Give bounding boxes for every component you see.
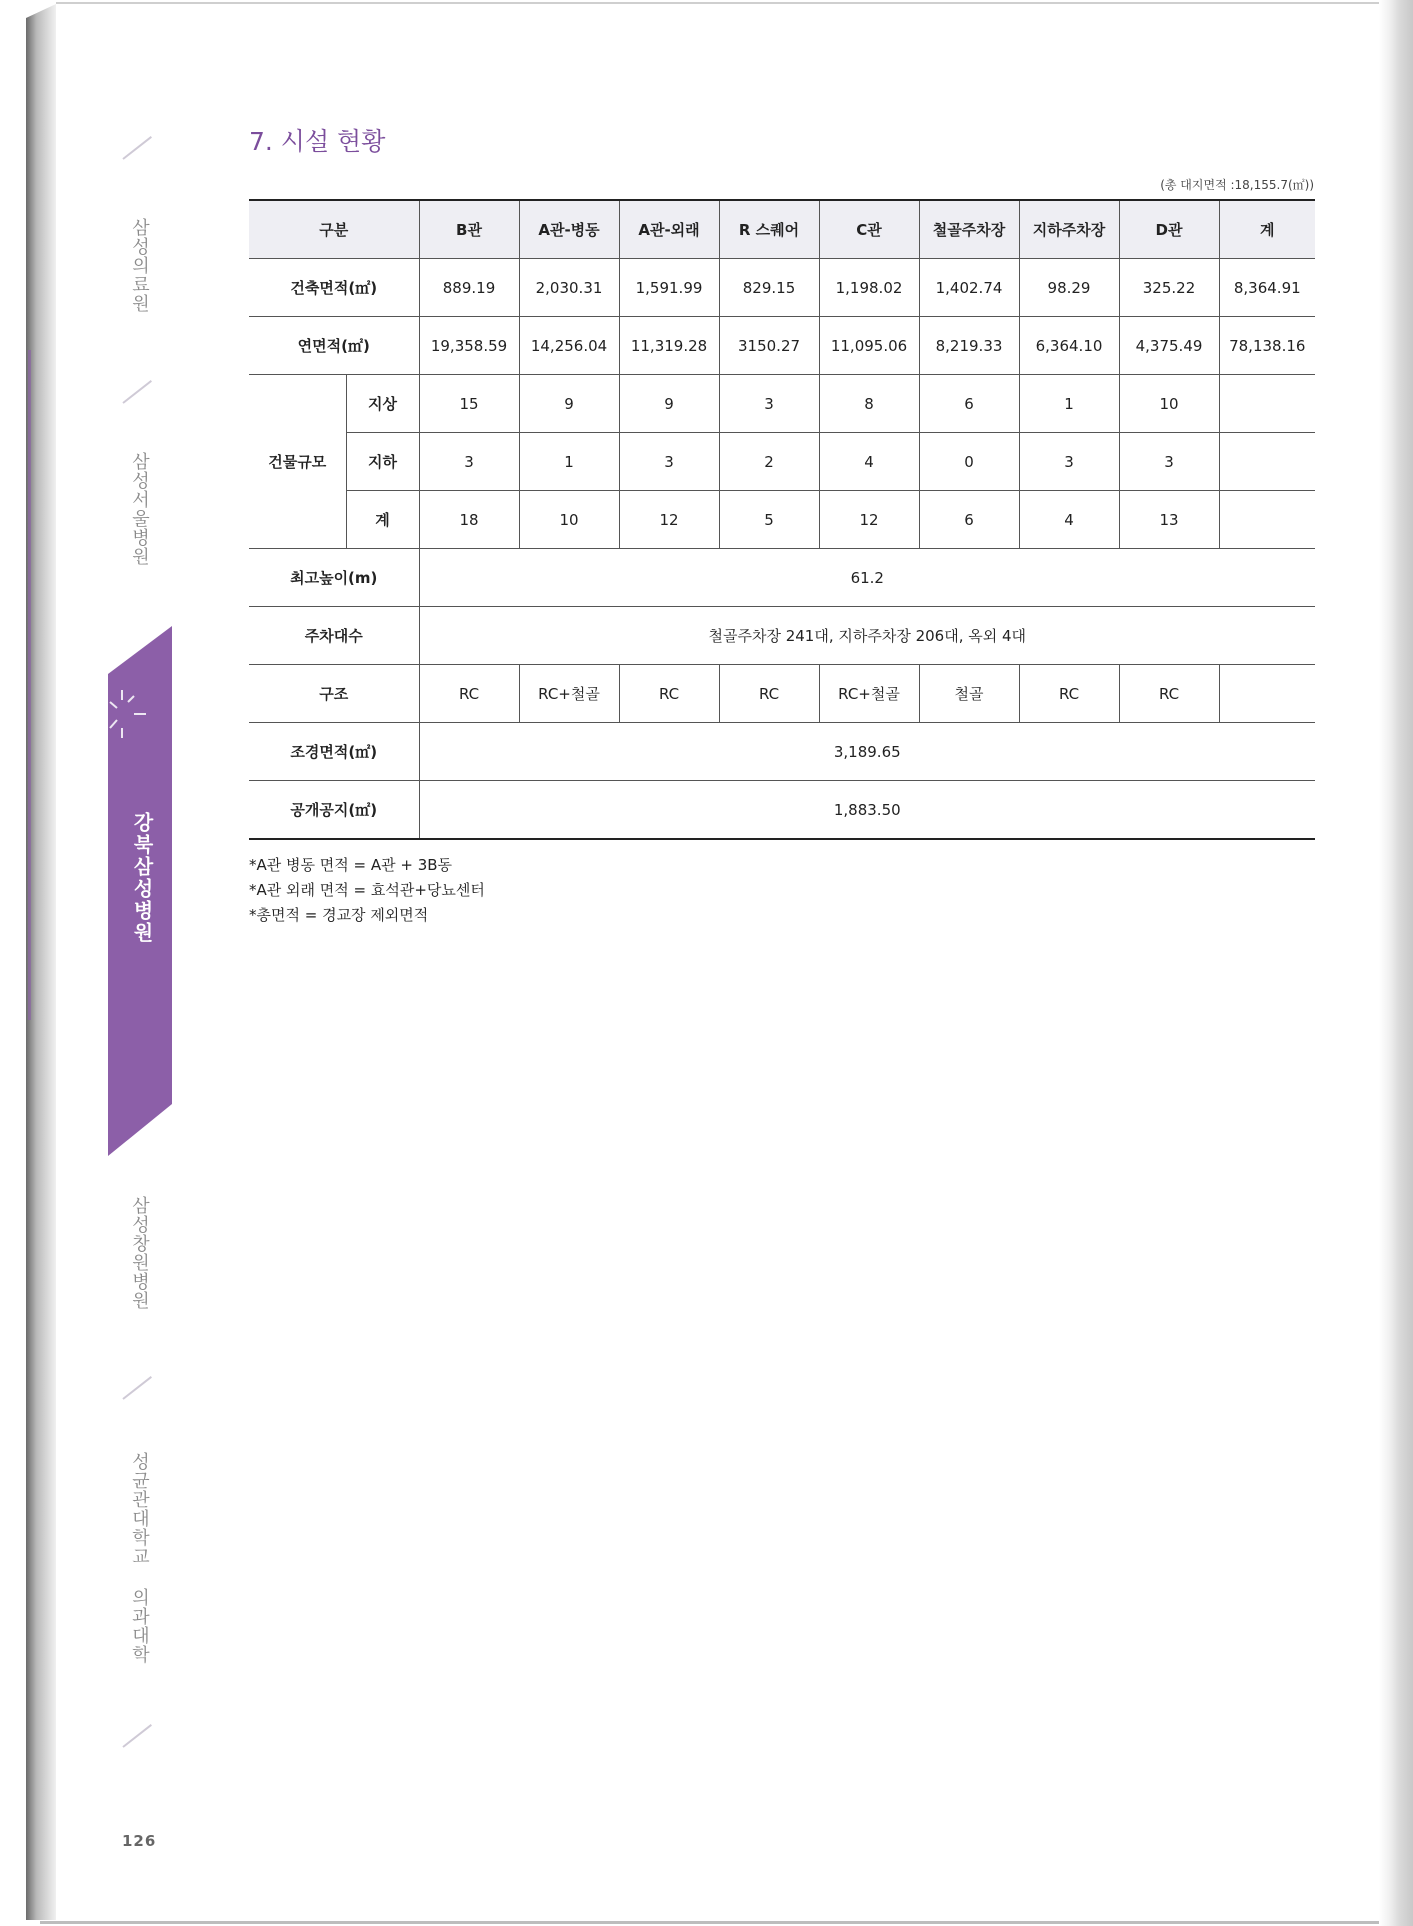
row-label-open-space: 공개공지(㎡): [249, 781, 419, 840]
table-cell: 1,591.99: [619, 259, 719, 317]
table-cell: 889.19: [419, 259, 519, 317]
table-cell: 4: [819, 433, 919, 491]
table-cell: 2: [719, 433, 819, 491]
table-cell: 4: [1019, 491, 1119, 549]
row-sublabel-below-ground: 지하: [346, 433, 419, 491]
sidebar-item-samsung-seoul-hospital[interactable]: 삼성서울병원: [129, 452, 150, 566]
table-cell: [1219, 433, 1315, 491]
table-row: [249, 665, 1315, 723]
table-cell: 1,883.50: [419, 781, 1315, 840]
table-cell: RC: [719, 665, 819, 723]
table-cell: [1219, 665, 1315, 723]
spine-accent: [28, 350, 31, 1020]
table-cell: 0: [919, 433, 1019, 491]
table-cell: RC: [619, 665, 719, 723]
page-top-edge: [56, 2, 1386, 4]
section-title: 7. 시설 현황: [249, 127, 386, 156]
table-cell: 15: [419, 375, 519, 433]
table-cell: [1219, 375, 1315, 433]
table-cell: RC: [1019, 665, 1119, 723]
table-cell: 1,402.74: [919, 259, 1019, 317]
table-cell: 8,219.33: [919, 317, 1019, 375]
table-row: [249, 433, 1315, 491]
footnote: *A관 병동 면적 = A관 + 3B동: [249, 856, 453, 874]
table-cell: 14,256.04: [519, 317, 619, 375]
header-r-square: R 스퀘어: [719, 200, 819, 259]
table-cell: 3,189.65: [419, 723, 1315, 781]
table-cell: 78,138.16: [1219, 317, 1315, 375]
header-a-outpatient: A관-외래: [619, 200, 719, 259]
header-b: B관: [419, 200, 519, 259]
footnote: *A관 외래 면적 = 효석관+당뇨센터: [249, 881, 485, 899]
table-cell: RC+철골: [819, 665, 919, 723]
table-header-row: [249, 200, 1315, 259]
table-cell: 6: [919, 491, 1019, 549]
table-cell: RC: [419, 665, 519, 723]
row-label-building-area: 건축면적(㎡): [249, 259, 419, 317]
row-label-building-scale: 건물규모: [249, 375, 346, 549]
facility-table: [249, 199, 1315, 840]
table-row: [249, 491, 1315, 549]
total-site-area: (총 대지면적 :18,155.7(㎡)): [1160, 178, 1314, 192]
table-cell: 5: [719, 491, 819, 549]
sidebar-item-skku-medicine[interactable]: 성균관대학교 의과대학: [129, 1452, 150, 1664]
table-cell: RC: [1119, 665, 1219, 723]
table-row: [249, 259, 1315, 317]
divider-slash: [122, 380, 152, 404]
table-cell: 철골주차장 241대, 지하주차장 206대, 옥외 4대: [419, 607, 1315, 665]
header-total: 계: [1219, 200, 1315, 259]
table-cell: 3: [719, 375, 819, 433]
table-cell: RC+철골: [519, 665, 619, 723]
table-cell: 10: [519, 491, 619, 549]
table-cell: 10: [1119, 375, 1219, 433]
table-row: [249, 375, 1315, 433]
header-c: C관: [819, 200, 919, 259]
page-number: 126: [122, 1832, 157, 1850]
header-steel-parking: 철골주차장: [919, 200, 1019, 259]
header-underground-parking: 지하주차장: [1019, 200, 1119, 259]
header-a-ward: A관-병동: [519, 200, 619, 259]
table-cell: 6: [919, 375, 1019, 433]
table-cell: 19,358.59: [419, 317, 519, 375]
table-cell: 3150.27: [719, 317, 819, 375]
table-row: [249, 317, 1315, 375]
page-right-shadow: [1379, 0, 1413, 1926]
footnote: *총면적 = 경교장 제외면적: [249, 906, 429, 924]
table-cell: 6,364.10: [1019, 317, 1119, 375]
table-cell: 2,030.31: [519, 259, 619, 317]
table-cell: 1: [1019, 375, 1119, 433]
divider-slash: [122, 1376, 152, 1400]
row-label-floor-area: 연면적(㎡): [249, 317, 419, 375]
table-cell: 4,375.49: [1119, 317, 1219, 375]
row-sublabel-above-ground: 지상: [346, 375, 419, 433]
table-cell: 61.2: [419, 549, 1315, 607]
table-cell: [1219, 491, 1315, 549]
table-row: [249, 723, 1315, 781]
sparkle-icon: [108, 688, 148, 740]
table-cell: 13: [1119, 491, 1219, 549]
table-cell: 12: [819, 491, 919, 549]
table-cell: 98.29: [1019, 259, 1119, 317]
table-cell: 3: [1119, 433, 1219, 491]
table-cell: 11,319.28: [619, 317, 719, 375]
footnotes: [249, 853, 485, 928]
table-cell: 12: [619, 491, 719, 549]
table-cell: 3: [619, 433, 719, 491]
table-cell: 11,095.06: [819, 317, 919, 375]
table-row: [249, 607, 1315, 665]
table-cell: 1: [519, 433, 619, 491]
sidebar-item-kangbuk-samsung-hospital[interactable]: 강북삼성병원: [130, 812, 154, 944]
table-cell: 철골: [919, 665, 1019, 723]
table-row: [249, 781, 1315, 840]
row-label-landscape-area: 조경면적(㎡): [249, 723, 419, 781]
row-label-parking: 주차대수: [249, 607, 419, 665]
sidebar-item-samsung-medical-center[interactable]: 삼성의료원: [129, 218, 150, 313]
page-bottom-edge: [40, 1921, 1386, 1924]
table-cell: 829.15: [719, 259, 819, 317]
divider-slash: [122, 1724, 152, 1748]
table-cell: 8,364.91: [1219, 259, 1315, 317]
table-cell: 9: [619, 375, 719, 433]
row-label-structure: 구조: [249, 665, 419, 723]
row-label-max-height: 최고높이(m): [249, 549, 419, 607]
table-cell: 325.22: [1119, 259, 1219, 317]
row-sublabel-floor-total: 계: [346, 491, 419, 549]
header-category: 구분: [249, 200, 419, 259]
table-cell: 1,198.02: [819, 259, 919, 317]
table-cell: 9: [519, 375, 619, 433]
sidebar-item-samsung-changwon-hospital[interactable]: 삼성창원병원: [129, 1196, 150, 1310]
table-cell: 8: [819, 375, 919, 433]
header-d: D관: [1119, 200, 1219, 259]
table-row: [249, 549, 1315, 607]
table-cell: 3: [419, 433, 519, 491]
table-cell: 18: [419, 491, 519, 549]
table-cell: 3: [1019, 433, 1119, 491]
divider-slash: [122, 136, 152, 160]
